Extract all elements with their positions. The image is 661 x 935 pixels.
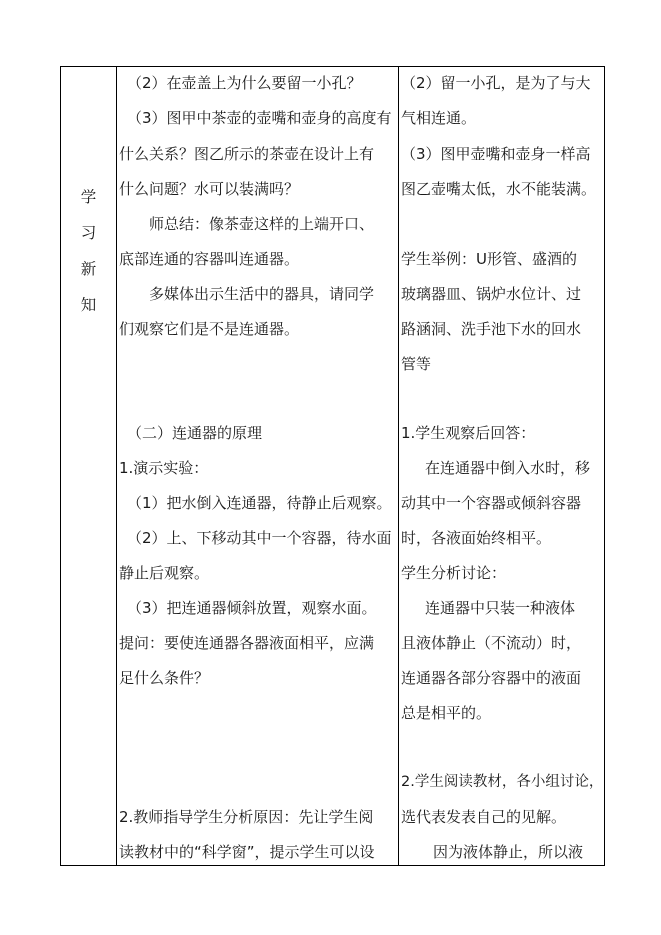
text-line: （3）图甲中茶壶的壶嘴和壶身的高度有	[127, 109, 392, 127]
text-line: 底部连通的容器叫连通器。	[119, 250, 300, 268]
text-line: （2）在壶盖上为什么要留一小孔？	[127, 74, 362, 92]
column-divider	[116, 67, 117, 865]
text-line: 学生分析讨论：	[401, 564, 507, 582]
column-divider	[398, 67, 399, 865]
text-line: 气相连通。	[401, 109, 477, 127]
text-line: 师总结：像茶壶这样的上端开口、	[149, 215, 375, 233]
text-line: （2）留一小孔，是为了与大	[401, 74, 591, 92]
text-line: 学生举例：U形管、盛酒的	[401, 250, 577, 268]
text-line: （1）把水倒入连通器，待静止后观察。	[127, 494, 392, 512]
student-activity-cell	[401, 67, 606, 865]
lesson-table	[60, 66, 605, 866]
section-label	[61, 179, 116, 323]
text-line: （3）把连通器倾斜放置，观察水面。	[127, 599, 377, 617]
text-line: 们观察它们是不是连通器。	[119, 320, 300, 338]
text-line: 动其中一个容器或倾斜容器	[401, 494, 582, 512]
text-line: 静止后观察。	[119, 564, 210, 582]
text-line: （3）图甲壶嘴和壶身一样高	[401, 145, 591, 163]
text-line: 2.学生阅读教材，各小组讨论，	[401, 774, 604, 790]
section-label-char: 学	[80, 188, 97, 206]
text-line: 且液体静止（不流动）时，	[401, 634, 582, 652]
text-line: 什么关系？图乙所示的茶壶在设计上有	[119, 145, 375, 163]
text-line: 选代表发表自己的见解。	[401, 808, 567, 826]
text-line: 连通器中只装一种液体	[425, 599, 576, 617]
text-line: 管等	[401, 355, 432, 373]
section-label-cell	[61, 67, 116, 865]
text-line: 因为液体静止，所以液	[433, 843, 584, 861]
text-line: 玻璃器皿、锅炉水位计、过	[401, 285, 582, 303]
text-line: 2.教师指导学生分析原因：先让学生阅	[119, 808, 374, 826]
text-line: 什么问题？水可以装满吗？	[119, 180, 300, 198]
text-line: 时，各液面始终相平。	[401, 529, 552, 547]
text-line: 连通器各部分容器中的液面	[401, 669, 582, 687]
text-line: 图乙壶嘴太低，水不能装满。	[401, 180, 597, 198]
text-line: 读教材中的“科学窗”，提示学生可以设	[119, 843, 375, 861]
text-line: 总是相平的。	[401, 704, 492, 722]
text-line: 提问：要使连通器各器液面相平，应满	[119, 634, 375, 652]
text-line: （2）上、下移动其中一个容器，待水面	[127, 529, 392, 547]
text-line: 路涵洞、洗手池下水的回水	[401, 320, 582, 338]
text-line: 1.演示实验：	[119, 459, 209, 477]
text-line: 多媒体出示生活中的器具，请同学	[149, 285, 375, 303]
section-label-char: 知	[80, 296, 97, 314]
text-line: 1.学生观察后回答：	[401, 424, 536, 442]
section-label-char: 习	[80, 224, 97, 242]
section-heading: （二）连通器的原理	[127, 424, 263, 442]
text-line: 在连通器中倒入水时，移	[425, 459, 591, 477]
teacher-activity-cell	[119, 67, 398, 865]
section-label-char: 新	[80, 260, 97, 278]
text-line: 足什么条件？	[119, 669, 210, 687]
